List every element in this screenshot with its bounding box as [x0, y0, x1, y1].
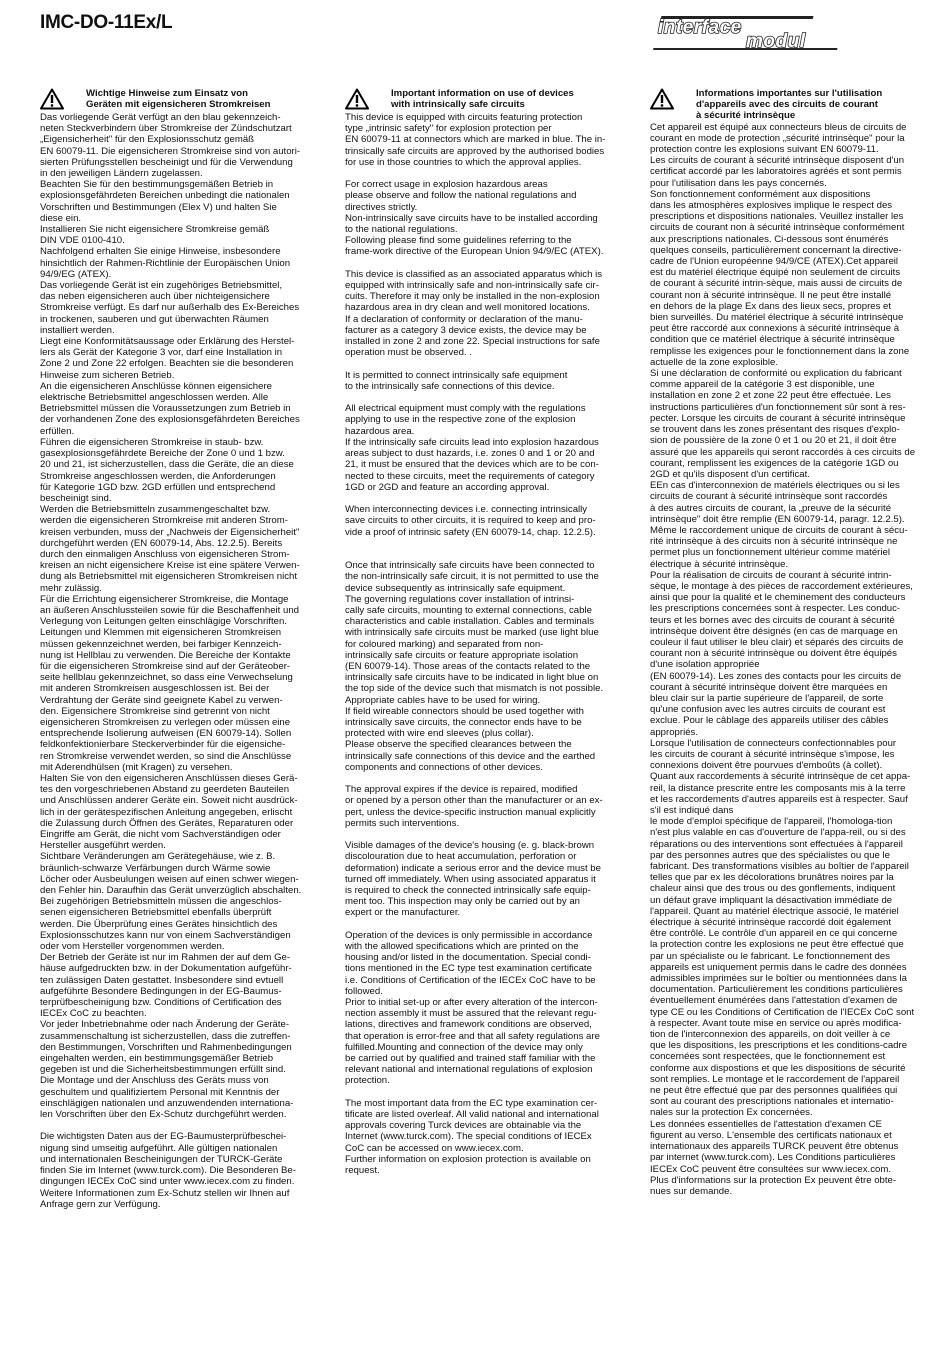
- column-english: [345, 88, 623, 1176]
- body-text: Das vorliegende Gerät verfügt an den blau gekennzeich- neten Steckverbindern über Stromkreise der Zündschutzart „Eigensicherheit" für den Explosionsschutz gemäß EN 60079-11. Die eigensicheren Stromkreise sind von autori- sierten Prüfungsstellen bescheinigt und für die Verwendung in den jeweiligen Ländern zugelassen. Beachten Sie für den bestimmungsgemäßen Betrieb in explosionsgefährdeten Bereichen unbedingt die nationalen Vorschriften und Bestimmungen (Elex V) und halten Sie diese ein. Installieren Sie nicht eigensichere Stromkreise gemäß DIN VDE 0100-410. Nachfolgend erhalten Sie einige Hinweise, insbesondere hinsichtlich der Rahmen-Richtlinie der Europäischen Union 94/9/EG (ATEX). Das vorliegende Gerät ist ein zugehöriges Betriebsmittel, das neben eigensicheren auch über nichteigensichere Stromkreise verfügt. Es darf nur außerhalb des Ex-Bereiches in trockenen, sauberen und gut überwachten Räumen installiert werden. Liegt eine Konformitätsaussage oder Erklärung des Herstel- lers als Gerät der Kategorie 3 vor, darf eine Installation in Zone 2 und Zone 22 erfolgen. Beachten sie die besonderen Hinweise zum sicheren Betrieb. An die eigensicheren Anschlüsse können eigensichere elektrische Betriebsmittel angeschlossen werden. Alle Betriebsmittel müssen die Voraussetzungen zum Betrieb in der vorhandenen Zone des explosionsgefährdeten Bereiches erfüllen. Führen die eigensicheren Stromkreise in staub- bzw. gasexplosionsgefährdete Bereiche der Zone 0 und 1 bzw. 20 und 21, ist sicherzustellen, dass die Geräte, die an diese Stromkreise angeschlossen werden, die Anforderungen für Kategorie 1GD bzw. 2GD erfüllen und entsprechend bescheinigt sind. Werden die Betriebsmitteln zusammengeschaltet bzw. werden die eigensicheren Stromkreise mit anderen Strom- kreisen verbunden, muss der „Nachweis der Eigensicherheit" durchgeführt werden (EN 60079-14, Abs. 12.2.5). Bereits durch den einmaligen Anschluss von eigensicheren Strom- kreisen an nicht eigensichere Kreise ist eine spätere Verwen- dung als Betriebsmittel mit eigensicheren Stromkreisen nicht mehr zulässig. Für die Errichtung eigensicherer Stromkreise, die Montage an äußeren Anschlussteilen sowie für die Beschaffenheit und Verlegung von Leitungen gelten einschlägige Vorschriften. Leitungen und Klemmen mit eigensicheren Stromkreisen müssen gekennzeichnet werden, bei farbiger Kennzeich- nung ist Hellblau zu verwenden. Die Bereiche der Kontakte für die eigensicheren Stromkreise sind auf der Geräteober- seite hellblau gekennzeichnet, so dass eine Verwechselung mit anderen Stromkreisen ausgeschlossen ist. Bei der Verdrahtung der Geräte sind geeignete Kabel zu verwen- den. Eigensichere Stromkreise sind getrennt von nicht eigensicheren Stromkreisen zu verlegen oder müssen eine entsprechende Isolierung aufweisen (EN 60079-14). Sollen feldkonfektionierbare Steckerverbinder für die eigensiche- ren Stromkreise verwendet werden, so sind die Anschlüsse mit Aderendhülsen (mit Kragen) zu versehen. Halten Sie von den eigensicheren Anschlüssen dieses Gerä- tes den vorgeschriebenen Abstand zu geerdeten Bauteilen und Anschlüssen anderer Geräte ein. Soweit nicht ausdrück- lich in der gerätespezifischen Anleitung angegeben, erlischt die Zulassung durch Öffnen des Gerätes, Reparaturen oder Eingriffe am Gerät, die nicht vom Sachverständigen oder Hersteller ausgeführt werden. Sichtbare Veränderungen am Gerätegehäuse, wie z. B. bräunlich-schwarze Verfärbungen durch Wärme sowie Löcher oder Ausbeulungen weisen auf einen schwer wiegen- den Fehler hin. Daraufhin das Gerät unverzüglich abschalten. Bei zugehörigen Betriebsmitteln müssen die angeschlos- senen eigensicheren Betriebsmittel ebenfalls überprüft werden. Die Überprüfung eines Gerätes hinsichtlich des Explosionsschutzes kann nur von einem Sachverständigen oder vom Hersteller vorgenommen werden. Der Betrieb der Geräte ist nur im Rahmen der auf dem Ge- häuse aufgedruckten bzw. in der Dokumentation aufgeführ- ten zulässigen Daten gestattet. Insbesondere sind evtuell aufgeführte Besondere Bedingungen in der EG-Baumus- terprüfbescheinigung bzw. Conditions of Certification des IECEx CoC zu beachten. Vor jeder Inbetriebnahme oder nach Änderung der Geräte- zusammenschaltung ist sicherzustellen, dass die zutreffen- den Bestimmungen, Vorschriften und Rahmenbedingungen eingehalten werden, ein bestimmungsgemäßer Betrieb gegeben ist und die Sicherheitsbestimmungen erfüllt sind. Die Montage und der Anschluss des Geräts muss von geschultem und qualifiziertem Personal mit Kenntnis der einschlägigen nationalen und anzuwendenden internationa- len Vorschriften über den Ex-Schutz durchgeführt werden. Die wichtigsten Daten aus der EG-Baumusterprüfbeschei- nigung sind umseitig aufgeführt. Alle gültigen nationalen und internationalen Bescheinigungen der TURCK-Geräte finden Sie im Internet (www.turck.com). Die Besonderen Be- dingungen IECEx CoC sind unter www.iecex.com zu finden. Weitere Informationen zum Ex-Schutz stellen wir Ihnen auf Anfrage gern zur Verfügung.: [40, 112, 302, 1210]
- heading-line-1: Important information on use of devices: [391, 88, 574, 99]
- section-heading: [650, 88, 928, 122]
- heading-line-3: à sécurité intrinsèque: [696, 110, 796, 122]
- warning-triangle-icon: [345, 88, 369, 110]
- column-german: [40, 88, 318, 1210]
- heading-line-1: Informations importantes sur l'utilisation: [696, 88, 883, 99]
- logo-line1: interface: [658, 17, 742, 38]
- logo-line2: modul: [746, 31, 806, 52]
- warning-triangle-icon: [650, 88, 674, 110]
- document-title: IMC-DO-11Ex/L: [40, 12, 173, 33]
- interface-modul-logo: [648, 14, 844, 52]
- heading-line-2: Geräten mit eigensicheren Stromkreisen: [86, 99, 271, 111]
- section-heading: [345, 88, 623, 112]
- heading-line-1: Wichtige Hinweise zum Einsatz von: [86, 88, 248, 99]
- body-text: This device is equipped with circuits featuring protection type „intrinsic safety" for explosion protection per EN 60079-11 at connectors which are marked in blue. The in- trinsically safe circuits are approved by the authorised bodies for use in those countries to which the approval applies. For correct usage in explosion hazardous areas please observe and follow the national regulations and directives strictly. Non-intrinsically save circuits have to be installed according to the national regulations. Following please find some guidelines referring to the frame-work directive of the European Union 94/9/EC (ATEX). This device is classified as an associated apparatus which is equipped with intrinsically safe and non-intrinsically safe cir- cuits. Therefore it may only be installed in the non-explosion hazardous area in dry clean and well monitored locations. If a declaration of conformity or declaration of the manu- facturer as a category 3 device exists, the device may be installed in zone 2 and zone 22. Special instructions for safe operation must be observed. . It is permitted to connect intrinsically safe equipment to the intrinsically safe connections of this device. All electrical equipment must comply with the regulations applying to use in the respective zone of the explosion hazardous area. If the intrinsically safe circuits lead into explosion hazardous areas subject to dust hazards, i.e. zones 0 and 1 or 20 and 21, it must be ensured that the devices which are to be con- nected to these circuits, meet the requirements of category 1GD or 2GD and feature an according approval. When interconnecting devices i.e. connecting intrinsically save circuits to other circuits, it is required to keep and pro- vide a proof of intrinsic safety (EN 60079-14, chap. 12.2.5). Once that intrinsically safe circuits have been connected to the non-intrinsically safe circuit, it is not permitted to use the device subsequently as intrinsically safe equipment. The governing regulations cover installation of intrinsi- cally safe circuits, mounting to external connections, cable characteristics and cable installation. Cables and terminals with intrinsically safe circuits must be marked (use light blue for coloured marking) and separated from non- intrinsically safe circuits or feature appropriate isolation (EN 60079-14). Those areas of the contacts related to the intrinsically safe circuits have to be indicated in light blue on the top side of the device such that mismatch is not possible. Appropriate cables have to be used for wiring. If field wireable connectors should be used together with intrinsically save circuits, the connector ends have to be protected with wire end sleeves (plus collar). Please observe the specified clearances between the intrinsically safe connections of this device and the earthed components and connections of other devices. The approval expires if the device is repaired, modified or opened by a person other than the manufacturer or an ex- pert, unless the device-specific instruction manual explicitly permits such interventions. Visible damages of the device's housing (e. g. black-brown discolouration due to heat accumulation, perforation or deformation) indicate a serious error and the device must be turned off immediately. When using associated apparatus it is required to check the connected intrinsically safe equip- ment too. This inspection may only be carried out by an expert or the manufacturer. Operation of the devices is only permissible in accordance with the allowed specifications which are printed on the housing and/or listed in the documentation. Special condi- tions mentioned in the EC type test examination certificate i.e. Conditions of Certification of the IECEx CoC have to be followed. Prior to initial set-up or after every alteration of the intercon- nection assembly it must be assured that the relevant regu- lations, directives and framework conditions are observed, that operation is error-free and that all safety regulations are fulfilled.Mounting and connection of the device may only be carried out by qualified and trained staff familiar with the relevant national and international regulations of explosion protection. The most important data from the EC type examination cer- tificate are listed overleaf. All valid national and international approvals covering Turck devices are obtainable via the Internet (www.turck.com). The special conditions of IECEx CoC can be accessed on www.iecex.com. Further information on explosion protection is available on request.: [345, 112, 606, 1177]
- section-heading: [40, 88, 318, 112]
- warning-triangle-icon: [40, 88, 64, 110]
- column-french: [650, 88, 928, 1197]
- heading-line-2: d'appareils avec des circuits de courant: [696, 99, 878, 111]
- body-text: Cet appareil est équipé aux connecteurs bleus de circuits de courant en mode de protection „sécurité intrinsèque" pour la protection contre les explosions suivant EN 60079-11. Les circuits de courant à sécurité intrinsèque disposent d'un certificat accordé par les laboratoires agréés et sont permis pour l'utilisation dans les pays concernés. Son fonctionnement conformément aux dispositions dans les atmosphères explosives implique le respect des prescriptions et dispositions nationales. Veuillez installer les circuits de courant non à sécurité intrinsèque conformément aux prescriptions nationales. Ci-dessous sont énumérés quelques conseils, particulièrement concernant la directive- cadre de l'Union européenne 94/9/CE (ATEX).Cet appareil est du matériel électrique équipé non seulement de circuits de courant à sécurité intrin-sèque, mais aussi de circuits de courant non à sécurité intrinsèque. Il ne peut être installé en dehors de la plage Ex dans des lieux secs, propres et bien surveillés. Du matériel électrique à sécurité intrinsèque peut être raccordé aux connexions à sécurité intrinsèque à condition que ce matériel électrique à sécurité intrinsèque remplisse les exigences pour le fonctionnement dans la zone actuelle de la zone explosible. Si une déclaration de conformité ou explication du fabricant comme appareil de la catégorie 3 est disponible, une installation en zone 2 et zone 22 peut être effectuée. Les instructions particulières d'un fonctionnement sûr sont à res- pecter. Lorsque les circuits de courant à sécurité intrinsèque se trouvent dans les zones présentant des risques d'explo- sion de poussière de la zone 0 et 1 ou 20 et 21, il doit être assuré que les appareils qui seront raccordés à ces circuits de courant, remplissent les exigences de la catégorie 1GD ou 2GD et qu'ils disposent d'un certificat. EEn cas d'interconnexion de matériels électriques ou si les circuits de courant à sécurité intrinsèque sont raccordés à des autres circuits de courant, la „preuve de la sécurité intrinsèque" doit être remplie (EN 60079-14, paragr. 12.2.5). Même le raccordement unique de circuits de courant à sécu- rité intrinsèque à des circuits non à sécurité intrinsèque ne permet plus un fonctionnement ultérieur comme matériel électrique à sécurité intrinsèque. Pour la réalisation de circuits de courant à sécurité intrin- sèque, le montage à des pièces de raccordement extérieures, ainsi que pour la qualité et le cheminement des conducteurs les prescriptions concernées sont à respecter. Les conduc- teurs et les bornes avec des circuits de courant à sécurité intrinsèque doivent être désignés (en cas de marquage en couleur il faut utiliser le bleu clair) et séparés des circuits de courant non à sécurité intrinsèque ou doivent être équipés d'une isolation appropriée (EN 60079-14). Les zones des contacts pour les circuits de courant à sécurité intrinsèque doivent être marquées en bleu clair sur la partie supérieure de l'appareil, de sorte qu'une confusion avec les autres circuits de courant est exclue. Pour le câblage des appareils utiliser des câbles appropriés. Lorsque l'utilisation de connecteurs confectionnables pour les circuits de courant à sécurité intrinsèque s'impose, les connexions doivent être pourvues d'emboûts (à collet). Quant aux raccordements à sécurité intrinsèque de cet appa- reil, la distance prescrite entre les composants mis à la terre et les raccordements d'autres appareils est à respecter. Sauf s'il est indiqué dans le mode d'emploi spécifique de l'appareil, l'homologa-tion n'est plus valable en cas d'ouverture de l'appa-reil, ou si des réparations ou des interventions sont effectuées à l'appareil par des personnes autres que des spécialistes ou que le fabricant. Des transformations visibles au boîtier de l'appareil telles que par ex les décolorations brunâtres noires par la chaleur ainsi que des trous ou des gonflements, indiquent un défaut grave impliquant la désactivation immédiate de l'appareil. Quant au matériel électrique associé, le matériel électrique à sécurité intrinsèque raccordé doit également être contrôlé. Le contrôle d'un appareil en ce qui concerne la protection contre les explosions ne peut être effectué que par un spécialiste ou le fabricant. Le fonctionnement des appareils est uniquement permis dans le cadre des données admissibles imprimées sur le boîtier ou mentionnées dans la documentation. Particulièrement les conditions particulières éventuellement énumérées dans l'attestation d'examen de type CE ou les Conditions of Certification de l'IECEx CoC sont à respecter. Avant toute mise en service ou après modifica- tion de l'interconnexion des appareils, on doit veiller à ce que les dispositions, les prescriptions et les conditions-cadre concernées sont respectées, que le fonctionnement est conforme aux dispostions et que les dispositions de sécurité sont remplies. Le montage et le raccordement de l'appareil ne peut être effectué que par des personnes qualifiées qui sont au courant des prescriptions nationales et internatio- nales sur la protection Ex concernées. Les données essentielles de l'attestation d'examen CE figurent au verso. L'ensemble des certificats nationaux et internationaux des appareils TURCK peuvent être obtenus par internet (www.turck.com). Les Conditions particulières IECEx CoC peuvent être consultées sur www.iecex.com. Plus d'informations sur la protection Ex peuvent être obte- nues sur demande.: [650, 121, 916, 1197]
- heading-line-2: with intrinsically safe circuits: [391, 99, 525, 111]
